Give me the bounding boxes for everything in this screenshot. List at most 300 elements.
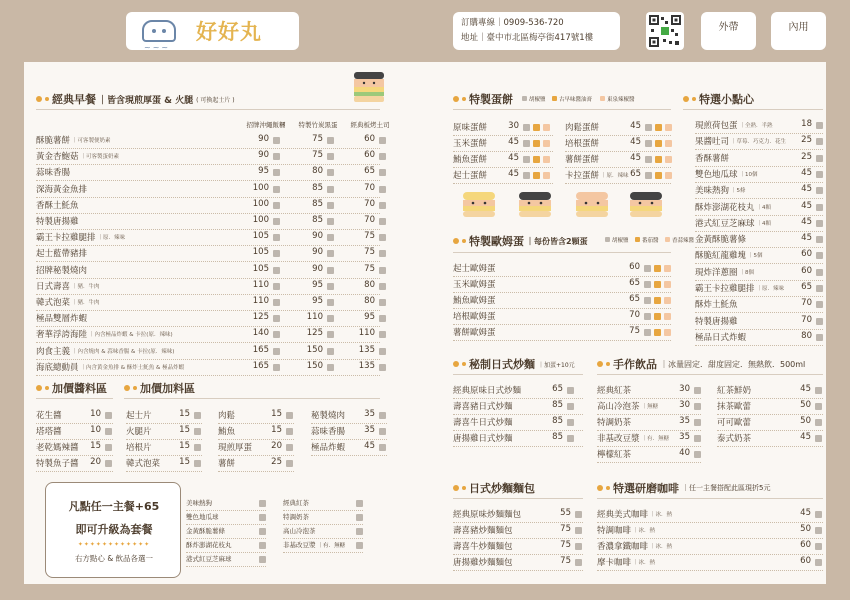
sauce-option-checkbox[interactable] — [654, 313, 661, 320]
checkbox[interactable] — [259, 514, 266, 521]
divider — [597, 498, 823, 499]
sauce-option-checkbox[interactable] — [543, 140, 550, 147]
row-divider — [597, 398, 701, 399]
sauce-option-checkbox[interactable] — [664, 329, 671, 336]
price-value: 165 — [252, 360, 269, 371]
logo-text: 好好丸 — [196, 20, 262, 44]
checkbox[interactable] — [815, 543, 822, 550]
checkbox[interactable] — [327, 364, 334, 371]
price-value: 110 — [358, 328, 375, 339]
item-name: 經典紅茶 — [597, 386, 632, 396]
price-value: 45 — [508, 169, 519, 179]
snack-row — [695, 266, 754, 278]
price-value: 110 — [306, 312, 323, 323]
price-value: 15 — [271, 409, 282, 419]
sauce-option-checkbox[interactable] — [533, 156, 540, 163]
checkbox[interactable] — [379, 169, 386, 176]
item-name: 起士藍帶豬排 — [36, 249, 88, 260]
header-bar — [0, 0, 850, 62]
price-value: 50 — [800, 524, 811, 534]
item-name: 經典美式咖啡 — [597, 510, 649, 520]
checkbox[interactable] — [194, 444, 201, 451]
price-value: 110 — [252, 279, 269, 290]
checkbox[interactable] — [273, 169, 280, 176]
drink-row — [597, 448, 633, 460]
sauce-option-checkbox[interactable] — [523, 124, 530, 131]
sauce-option-checkbox[interactable] — [654, 329, 661, 336]
row-divider — [283, 510, 363, 511]
checkbox[interactable] — [379, 364, 386, 371]
checkbox[interactable] — [259, 556, 266, 563]
row-divider — [597, 538, 823, 539]
checkbox[interactable] — [816, 138, 823, 145]
checkbox[interactable] — [379, 267, 386, 274]
row-divider — [695, 345, 823, 346]
checkbox[interactable] — [815, 559, 822, 566]
item-name: 雙色地瓜球 — [695, 169, 738, 180]
sauce-option-checkbox[interactable] — [644, 281, 651, 288]
sauce-option-checkbox[interactable] — [655, 172, 662, 179]
checkbox[interactable] — [327, 331, 334, 338]
sauce-option-checkbox[interactable] — [654, 265, 661, 272]
row-divider — [597, 522, 823, 523]
price-value: 90 — [258, 150, 269, 161]
checkbox[interactable] — [379, 412, 386, 419]
sauce-option-checkbox[interactable] — [665, 172, 672, 179]
price-value: 90 — [312, 231, 323, 242]
row-divider — [36, 455, 113, 456]
checkbox[interactable] — [816, 204, 823, 211]
item-name: 檸檬紅茶 — [597, 450, 632, 460]
bullet-icon — [462, 97, 466, 101]
row-divider — [126, 439, 202, 440]
checkbox[interactable] — [816, 220, 823, 227]
checkbox[interactable] — [356, 542, 363, 549]
item-name: 港式紅豆芝麻球 — [186, 555, 232, 563]
row-divider — [597, 446, 701, 447]
item-name: 極品雙層炸蝦 — [36, 314, 88, 325]
breakfast-row — [36, 215, 81, 227]
row-divider — [597, 430, 701, 431]
checkbox[interactable] — [273, 331, 280, 338]
snack-row — [695, 152, 731, 164]
sauce-option-checkbox[interactable] — [664, 281, 671, 288]
sauce-option-checkbox[interactable] — [644, 329, 651, 336]
sauce-option-checkbox[interactable] — [655, 140, 662, 147]
item-note: ｜豬．牛肉 — [72, 300, 100, 306]
checkbox[interactable] — [816, 252, 823, 259]
item-note: ｜內含黃金魚排 & 酥炸土魠魚 & 極品炸蝦 — [80, 364, 185, 371]
sauce-option-checkbox[interactable] — [533, 140, 540, 147]
bullet-icon — [597, 485, 603, 491]
checkbox[interactable] — [816, 318, 823, 325]
checkbox[interactable] — [379, 186, 386, 193]
promo-snack-item — [186, 554, 232, 563]
drinks-subtitle: ｜冰量固定．甜度固定．無熱飲．500ml — [660, 359, 806, 369]
checkbox[interactable] — [816, 155, 823, 162]
item-note: ｜原．辣味 — [756, 286, 785, 292]
price-value: 100 — [252, 215, 269, 225]
item-name: 霸王卡拉雞腿排 — [695, 284, 755, 294]
checkbox[interactable] — [286, 460, 293, 467]
checkbox[interactable] — [694, 435, 701, 442]
checkbox[interactable] — [815, 387, 822, 394]
checkbox[interactable] — [815, 419, 822, 426]
checkbox[interactable] — [273, 348, 280, 355]
checkbox[interactable] — [327, 202, 334, 209]
legend-label: 胡椒鹽 — [612, 238, 629, 244]
sauce-option-checkbox[interactable] — [523, 172, 530, 179]
addon-name: 現煎厚蛋 — [218, 443, 253, 453]
checkbox[interactable] — [816, 187, 823, 194]
price-value: 65 — [552, 384, 563, 394]
sauce-option-checkbox[interactable] — [665, 124, 672, 131]
item-name: 酥脆紅龍雞塊 — [695, 251, 747, 262]
price-value: 65 — [630, 169, 641, 179]
price-value: 85 — [552, 416, 563, 426]
checkbox[interactable] — [273, 202, 280, 209]
checkbox[interactable] — [379, 234, 386, 241]
checkbox[interactable] — [815, 403, 822, 410]
price-value: 75 — [364, 231, 375, 242]
checkbox[interactable] — [379, 250, 386, 257]
sauce-option-checkbox[interactable] — [654, 297, 661, 304]
sauce-option-checkbox[interactable] — [645, 140, 652, 147]
checkbox[interactable] — [816, 334, 823, 341]
price-value: 15 — [179, 409, 190, 419]
sauce-option-checkbox[interactable] — [655, 124, 662, 131]
dinein-button[interactable] — [771, 12, 826, 50]
checkbox[interactable] — [273, 234, 280, 241]
divider — [453, 109, 671, 110]
logo — [126, 12, 299, 50]
item-name: 酥炸澎湖花枝丸 — [186, 541, 232, 549]
row-divider — [453, 398, 583, 399]
addon-name: 火腿片 — [126, 427, 152, 437]
snack-row — [695, 249, 763, 261]
checkbox[interactable] — [327, 153, 334, 160]
checkbox[interactable] — [575, 543, 582, 550]
sauce-option-checkbox[interactable] — [543, 124, 550, 131]
bullet-icon — [692, 97, 696, 101]
item-note: ｜可客製便奶素 — [72, 138, 111, 144]
price-value: 45 — [801, 167, 812, 178]
row-divider — [453, 570, 583, 571]
price-value: 90 — [258, 134, 269, 144]
checkbox[interactable] — [273, 364, 280, 371]
item-name: 酥炸土魠魚 — [695, 300, 738, 311]
item-name: 香酥薯餅 — [695, 153, 730, 164]
price-value: 75 — [560, 524, 571, 534]
checkbox[interactable] — [259, 542, 266, 549]
drinks-title — [597, 356, 805, 372]
price-value: 10 — [90, 409, 101, 419]
price-value: 110 — [252, 296, 269, 306]
checkbox[interactable] — [259, 500, 266, 507]
checkbox[interactable] — [194, 460, 201, 467]
item-name: 鮪魚蛋餅 — [453, 155, 488, 165]
sauce-option-checkbox[interactable] — [523, 140, 530, 147]
item-name: 肉食主義 — [36, 346, 71, 357]
checkbox[interactable] — [356, 500, 363, 507]
bullet-icon — [462, 362, 466, 366]
sauce-option-checkbox[interactable] — [655, 156, 662, 163]
sauce-option-checkbox[interactable] — [664, 313, 671, 320]
item-name: 金黃酥脆薯條 — [186, 527, 225, 535]
price-value: 60 — [364, 134, 375, 144]
checkbox[interactable] — [379, 137, 386, 144]
checkbox[interactable] — [327, 234, 334, 241]
sauce-option-checkbox[interactable] — [533, 172, 540, 179]
sauce-option-checkbox[interactable] — [665, 156, 672, 163]
addon-name: 起士片 — [126, 411, 152, 421]
item-note: ｜無糖 — [641, 404, 659, 410]
row-divider — [453, 430, 583, 431]
item-note: ｜冰．熱 — [633, 560, 656, 566]
legend-swatch — [605, 237, 610, 242]
price-value: 135 — [358, 344, 375, 355]
item-name: 特製唐揚雞 — [36, 217, 79, 227]
bullet-icon — [453, 96, 459, 102]
sauce-option-checkbox[interactable] — [664, 265, 671, 272]
price-value: 95 — [312, 296, 323, 306]
snack-row — [695, 184, 746, 196]
checkbox[interactable] — [575, 559, 582, 566]
divider — [36, 109, 380, 110]
omelet-name: 薯餅歐姆蛋 — [453, 328, 496, 338]
omelet-name: 起士歐姆蛋 — [453, 264, 496, 274]
omelet-subtitle: ｜每份皆含2顆蛋 — [526, 236, 588, 246]
row-divider — [218, 439, 294, 440]
sandwich-mascot-icon — [573, 186, 611, 228]
price-value: 45 — [364, 441, 375, 451]
sauce-name: 花生醬 — [36, 411, 62, 421]
promo-snack-item — [186, 498, 212, 507]
item-name: 特製唐揚雞 — [695, 316, 738, 327]
price-value: 65 — [364, 166, 375, 177]
sauce-option-checkbox[interactable] — [533, 124, 540, 131]
price-value: 60 — [801, 265, 812, 276]
row-divider — [218, 423, 294, 424]
bullet-icon — [683, 96, 689, 102]
checkbox[interactable] — [273, 137, 280, 144]
qr-code-icon[interactable] — [646, 12, 684, 50]
row-divider — [36, 213, 380, 214]
breakfast-subtitle: ｜皆含現煎厚蛋 & 火腿 — [98, 95, 194, 106]
sauce-option-checkbox[interactable] — [543, 172, 550, 179]
checkbox[interactable] — [273, 299, 280, 306]
item-name: 招牌秘製燒肉 — [36, 265, 88, 276]
checkbox[interactable] — [694, 451, 701, 458]
checkbox[interactable] — [273, 153, 280, 160]
checkbox[interactable] — [816, 122, 823, 129]
checkbox[interactable] — [694, 419, 701, 426]
checkbox[interactable] — [273, 267, 280, 274]
bullet-icon — [453, 361, 459, 367]
checkbox[interactable] — [694, 403, 701, 410]
checkbox[interactable] — [273, 250, 280, 257]
sauce-option-checkbox[interactable] — [523, 156, 530, 163]
checkbox[interactable] — [194, 428, 201, 435]
price-value: 60 — [801, 249, 812, 260]
checkbox[interactable] — [567, 419, 574, 426]
item-name: 酥炸澎湖花枝丸 — [695, 202, 755, 213]
promo-line3: 右方點心 & 飲品各選一 — [74, 554, 154, 563]
coffee-title-text: 特選研磨咖啡 — [613, 482, 679, 495]
checkbox[interactable] — [816, 301, 823, 308]
promo-line2: 即可升級為套餐 — [75, 523, 153, 536]
checkbox[interactable] — [327, 348, 334, 355]
sauce-option-checkbox[interactable] — [644, 265, 651, 272]
sauce-option-checkbox[interactable] — [645, 156, 652, 163]
checkbox[interactable] — [379, 299, 386, 306]
checkbox[interactable] — [105, 444, 112, 451]
checkbox[interactable] — [694, 387, 701, 394]
checkbox[interactable] — [356, 528, 363, 535]
price-value: 70 — [364, 198, 375, 209]
price-value: 30 — [508, 121, 519, 131]
item-name: 蒜味香腸 — [36, 168, 71, 179]
checkbox[interactable] — [816, 269, 823, 276]
sauce-option-checkbox[interactable] — [665, 140, 672, 147]
row-divider — [126, 423, 202, 424]
checkbox[interactable] — [815, 435, 822, 442]
snack-row — [695, 298, 740, 310]
checkbox[interactable] — [816, 171, 823, 178]
row-divider — [695, 166, 823, 167]
item-name: 港式紅豆芝麻球 — [695, 218, 755, 229]
egg-pancake-row — [453, 169, 489, 181]
checkbox[interactable] — [286, 428, 293, 435]
snack-row — [695, 201, 771, 213]
checkbox[interactable] — [575, 511, 582, 518]
checkbox[interactable] — [259, 528, 266, 535]
row-divider — [36, 278, 380, 279]
checkbox[interactable] — [327, 299, 334, 306]
price-value: 105 — [252, 247, 269, 258]
checkbox[interactable] — [575, 527, 582, 534]
sauce-option-checkbox[interactable] — [644, 297, 651, 304]
checkbox[interactable] — [327, 250, 334, 257]
noodles-title — [453, 356, 575, 372]
checkbox[interactable] — [567, 403, 574, 410]
checkbox[interactable] — [194, 412, 201, 419]
checkbox[interactable] — [273, 186, 280, 193]
row-divider — [453, 522, 583, 523]
checkbox[interactable] — [105, 428, 112, 435]
sauce-option-checkbox[interactable] — [664, 297, 671, 304]
checkbox[interactable] — [379, 444, 386, 451]
checkbox[interactable] — [327, 137, 334, 144]
checkbox[interactable] — [286, 412, 293, 419]
row-divider — [36, 326, 380, 327]
checkbox[interactable] — [327, 169, 334, 176]
checkbox[interactable] — [327, 267, 334, 274]
logo-wave: ~~~ — [144, 43, 171, 52]
price-value: 85 — [312, 215, 323, 225]
checkbox[interactable] — [379, 283, 386, 290]
row-divider — [311, 455, 387, 456]
sauce-option-checkbox[interactable] — [654, 281, 661, 288]
promo-snack-item — [186, 540, 232, 549]
price-value: 25 — [271, 457, 282, 467]
checkbox[interactable] — [379, 202, 386, 209]
sauce-option-checkbox[interactable] — [644, 313, 651, 320]
checkbox[interactable] — [379, 331, 386, 338]
price-value: 10 — [90, 425, 101, 435]
item-name: 現炸洋蔥圈 — [695, 267, 738, 278]
row-divider — [695, 133, 823, 134]
item-name: 美味熱狗 — [695, 186, 730, 197]
checkbox[interactable] — [327, 186, 334, 193]
sauce-option-checkbox[interactable] — [645, 172, 652, 179]
omelet-name: 培根歐姆蛋 — [453, 312, 496, 322]
price-value: 15 — [179, 441, 190, 451]
takeout-label: 外帶 — [718, 22, 739, 33]
row-divider — [36, 294, 380, 295]
addon-title-text: 加價加料區 — [140, 382, 195, 395]
checkbox[interactable] — [816, 236, 823, 243]
price-value: 95 — [364, 312, 375, 323]
row-divider — [717, 446, 823, 447]
takeout-button[interactable] — [701, 12, 756, 50]
checkbox[interactable] — [105, 460, 112, 467]
checkbox[interactable] — [567, 435, 574, 442]
drink-name: 紅茶鮮奶 — [717, 386, 752, 396]
row-divider — [36, 164, 380, 165]
checkbox[interactable] — [379, 218, 386, 225]
price-value: 35 — [679, 432, 690, 442]
row-divider — [717, 414, 823, 415]
mascot-face-icon — [142, 20, 176, 42]
row-divider — [597, 414, 701, 415]
price-value: 45 — [630, 121, 641, 131]
checkbox[interactable] — [105, 412, 112, 419]
price-value: 80 — [364, 296, 375, 306]
checkbox[interactable] — [567, 387, 574, 394]
checkbox[interactable] — [379, 153, 386, 160]
checkbox[interactable] — [816, 285, 823, 292]
price-value: 70 — [801, 298, 812, 309]
promo-drink-item — [283, 498, 311, 507]
sauce-option-checkbox[interactable] — [543, 156, 550, 163]
noodle-bread-title — [453, 480, 535, 496]
item-name: 特調咖啡 — [597, 526, 632, 536]
checkbox[interactable] — [327, 315, 334, 322]
checkbox[interactable] — [379, 348, 386, 355]
checkbox[interactable] — [327, 283, 334, 290]
egg-pancake-row — [453, 137, 489, 149]
checkbox[interactable] — [273, 283, 280, 290]
checkbox[interactable] — [327, 218, 334, 225]
sauce-option-checkbox[interactable] — [645, 124, 652, 131]
promo-drink-item — [283, 540, 345, 549]
checkbox[interactable] — [379, 315, 386, 322]
checkbox[interactable] — [815, 511, 822, 518]
checkbox[interactable] — [379, 428, 386, 435]
price-value: 60 — [800, 556, 811, 566]
checkbox[interactable] — [815, 527, 822, 534]
checkbox[interactable] — [273, 218, 280, 225]
checkbox[interactable] — [356, 514, 363, 521]
item-note: ｜內含燒肉 & 蒜味香腸 & 卡拉(原．辣味) — [72, 348, 175, 355]
row-divider — [36, 180, 380, 181]
item-name: 高山冷泡茶 — [283, 527, 316, 535]
checkbox[interactable] — [273, 315, 280, 322]
row-divider — [186, 538, 266, 539]
price-value: 125 — [252, 312, 269, 323]
checkbox[interactable] — [286, 444, 293, 451]
